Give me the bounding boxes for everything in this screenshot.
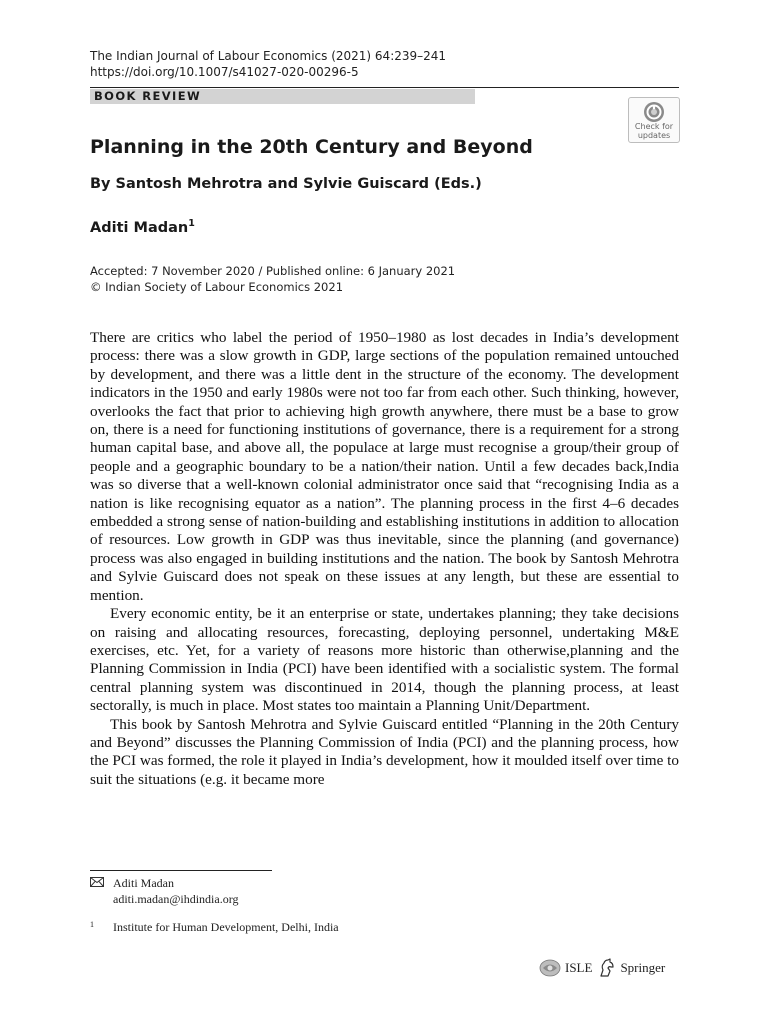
springer-horse-icon bbox=[598, 958, 616, 978]
author-line bbox=[90, 218, 195, 236]
envelope-icon bbox=[90, 877, 104, 887]
check-for-updates-badge[interactable] bbox=[628, 97, 680, 143]
footnote-rule bbox=[90, 870, 272, 871]
article-type-bar bbox=[90, 89, 475, 104]
article-subtitle: By Santosh Mehrotra and Sylvie Guiscard (Eds.) bbox=[90, 176, 482, 192]
body-paragraph-1: There are critics who label the period of 1950–1980 as lost decades in India’s development process: there was a slow growth in GDP, large sections of the population remained untouched by development, and there was a little dent in the structure of the economy. The development indicators in the 1950 and early 1980s were not too far from each other. Such thinking, however, overlooks the fact that prior to achieving high growth anywhere, there must be a base to grow on, there is a need for functioning institutions of governance, there is a requirement for a strong human capital base, and above all, the populace at large must recognise a group/their group of people and a geographic boundary to be a nation/their nation. Until a few decades back,India was so diverse that a well-known colonial administrator once said that “recognising India as a nation is like recognising equator as a nation”. The planning process in the first 4–6 decades embedded a strong sense of nation-building and establishing institutions in addition to allocation of resources. Low growth in GDP was thus inevitable, since the planning (and governance) process was also engaged in building institutions and the nation. The book by Santosh Mehrotra and Sylvie Guiscard does not speak on these issues at any length, but these are essential to mention. bbox=[90, 329, 679, 604]
journal-header bbox=[90, 48, 446, 80]
check-updates-label-2: updates bbox=[637, 130, 671, 140]
contact-name: Aditi Madan bbox=[113, 876, 174, 890]
affiliation-text: Institute for Human Development, Delhi, India bbox=[113, 920, 339, 934]
contact-email[interactable]: aditi.madan@ihdindia.org bbox=[113, 891, 239, 906]
corresponding-author bbox=[90, 876, 238, 907]
publication-meta bbox=[90, 263, 455, 295]
isle-label: ISLE bbox=[565, 960, 593, 975]
journal-citation: The Indian Journal of Labour Economics (2021) 64:239–241 bbox=[90, 49, 447, 63]
isle-emblem-icon bbox=[539, 959, 561, 977]
article-title: Planning in the 20th Century and Beyond bbox=[90, 136, 533, 158]
publisher-logos bbox=[539, 956, 665, 980]
affiliation-number: 1 bbox=[90, 920, 94, 929]
article-type-label: BOOK REVIEW bbox=[94, 89, 202, 103]
author-affiliation-marker[interactable]: 1 bbox=[188, 218, 195, 229]
author-name[interactable]: Aditi Madan bbox=[90, 219, 189, 236]
body-paragraph-3: This book by Santosh Mehrotra and Sylvie Guiscard entitled “Planning in the 20th Century and Beyond” discusses the Planning Commission of India (PCI) and the planning process, how the PCI was formed, the role it played in India’s development, how it moulded itself over time to suit the situations (e.g. it became more bbox=[90, 715, 679, 788]
check-updates-label-1: Check for bbox=[634, 122, 674, 131]
article-body bbox=[90, 329, 679, 789]
publication-dates: Accepted: 7 November 2020 / Published online: 6 January 2021 bbox=[90, 264, 456, 278]
body-paragraph-2: Every economic entity, be it an enterprise or state, undertakes planning; they take decisions on raising and allocating resources, forecasting, deploying personnel, undertaking M&E exercises, etc. Yet, for a variety of reasons more historic than otherwise,planning and the Planning Commission in India (PCI) have been identified with a socialistic system. The formal central planning system was discontinued in 2014, though the planning process, at least sectorally, is much in place. Most states too maintain a Planning Unit/Department. bbox=[90, 605, 679, 715]
affiliation-footnote bbox=[90, 919, 339, 935]
copyright-line: © Indian Society of Labour Economics 2021 bbox=[90, 280, 344, 294]
header-rule bbox=[90, 87, 679, 88]
check-updates-icon bbox=[643, 101, 665, 123]
springer-label: Springer bbox=[620, 960, 666, 975]
doi-link[interactable]: https://doi.org/10.1007/s41027-020-00296-5 bbox=[90, 65, 359, 79]
